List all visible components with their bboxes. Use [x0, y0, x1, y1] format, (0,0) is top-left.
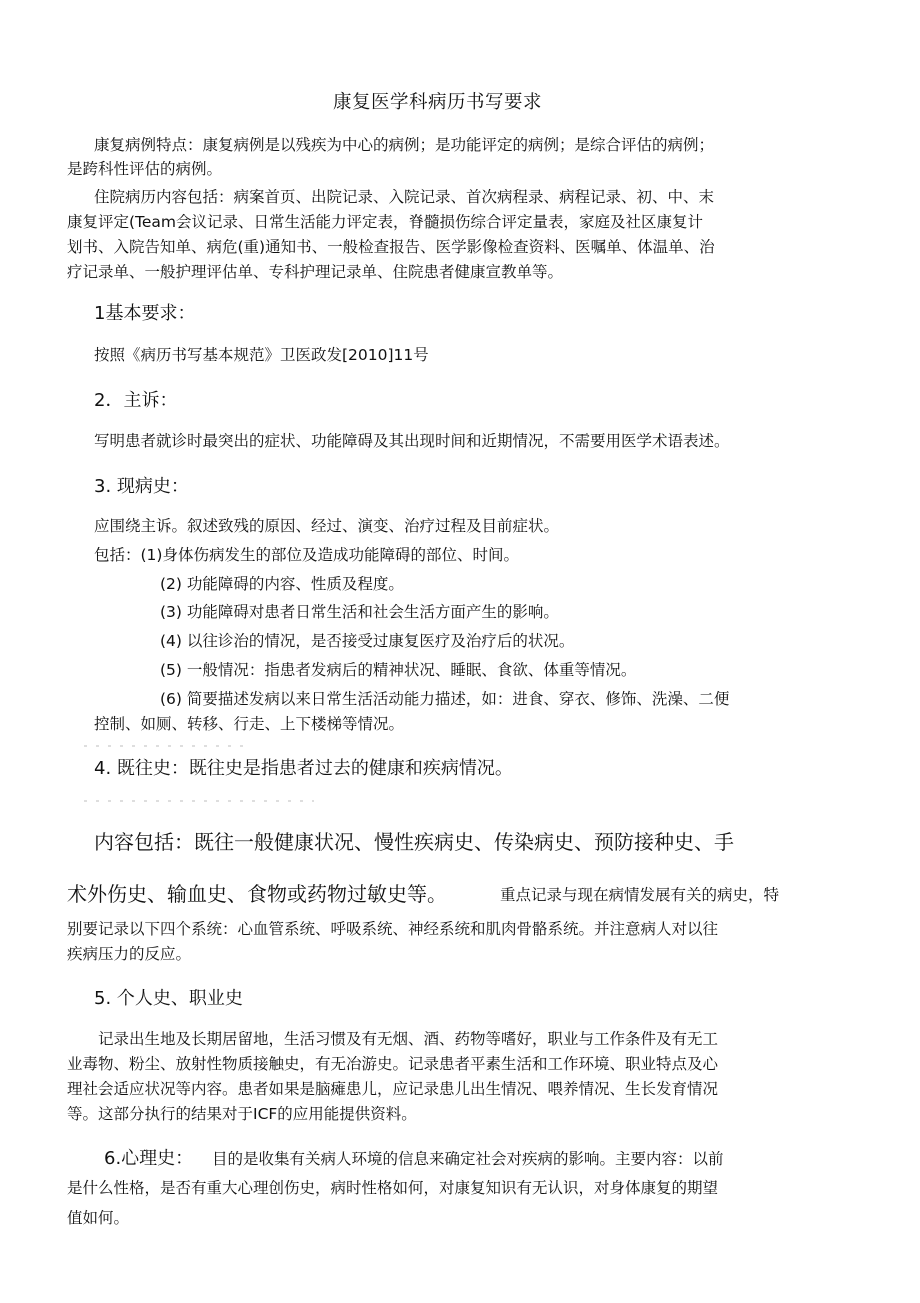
section-3-item: (2) 功能障碍的内容、性质及程度。	[160, 575, 404, 593]
section-6-heading: 6.心理史：	[104, 1148, 194, 1169]
section-3-item: 控制、如厕、转移、行走、上下楼梯等情况。	[94, 715, 405, 733]
section-5-heading: 5. 个人史、职业史	[94, 988, 243, 1009]
section-5-body: 记录出生地及长期居留地，生活习惯及有无烟、酒、药物等嗜好，职业与工作条件及有无工	[98, 1030, 719, 1048]
section-5-body: 理社会适应状况等内容。患者如果是脑瘫患儿，应记录患儿出生情况、喂养情况、生长发育情况	[67, 1080, 719, 1098]
intro-contents-line: 划书、入院告知单、病危(重)通知书、一般检查报告、医学影像检查资料、医嘱单、体温单、治	[67, 238, 715, 256]
section-4-content: 重点记录与现在病情发展有关的病史，特	[500, 886, 780, 904]
section-3-include: 包括：(1)身体伤病发生的部位及造成功能障碍的部位、时间。	[94, 546, 519, 564]
section-3-item: (3) 功能障碍对患者日常生活和社会生活方面产生的影响。	[160, 603, 559, 621]
section-4-content: 疾病压力的反应。	[67, 945, 192, 963]
section-2-heading: 2．主诉：	[94, 390, 178, 411]
section-3-item: (6) 简要描述发病以来日常生活活动能力描述，如：进食、穿衣、修饰、洗澡、二便	[160, 690, 730, 708]
section-6-body: 值如何。	[67, 1209, 130, 1227]
section-3-body: 应围绕主诉。叙述致残的原因、经过、演变、治疗过程及目前症状。	[94, 517, 560, 535]
section-4-content: 别要记录以下四个系统：心血管系统、呼吸系统、神经系统和肌肉骨骼系统。并注意病人对以往	[67, 920, 719, 938]
section-4-content: 术外伤史、输血史、食物或药物过敏史等。	[67, 882, 447, 906]
intro-contents-line: 康复评定(Team会议记录、日常生活能力评定表，脊髓损伤综合评定量表，家庭及社区康复计	[67, 213, 704, 231]
section-4-content: 内容包括：既往一般健康状况、慢性疾病史、传染病史、预防接种史、手	[94, 830, 734, 854]
scan-artifact	[84, 800, 314, 802]
scan-artifact	[84, 745, 244, 747]
section-3-item: (4) 以往诊治的情况，是否接受过康复医疗及治疗后的状况。	[160, 632, 575, 650]
section-3-heading: 3. 现病史：	[94, 476, 189, 497]
section-4-heading: 4. 既往史：既往史是指患者过去的健康和疾病情况。	[94, 758, 513, 779]
intro-contents-line: 住院病历内容包括：病案首页、出院记录、入院记录、首次病程录、病程记录、初、中、末	[94, 188, 715, 206]
section-2-body: 写明患者就诊时最突出的症状、功能障碍及其出现时间和近期情况，不需要用医学术语表述。	[94, 432, 730, 450]
section-6-body: 是什么性格，是否有重大心理创伤史，病时性格如何，对康复知识有无认识，对身体康复的期望	[67, 1179, 719, 1197]
section-1-body: 按照《病历书写基本规范》卫医政发[2010]11号	[94, 346, 429, 364]
page-title: 康复医学科病历书写要求	[333, 92, 543, 113]
intro-features-line: 康复病例特点：康复病例是以残疾为中心的病例；是功能评定的病例；是综合评估的病例；	[94, 136, 715, 154]
section-1-heading: 1基本要求：	[94, 303, 196, 324]
intro-contents-line: 疗记录单、一般护理评估单、专科护理记录单、住院患者健康宣教单等。	[67, 263, 564, 281]
section-3-item: (5) 一般情况：指患者发病后的精神状况、睡眠、食欲、体重等情况。	[160, 661, 637, 679]
section-5-body: 业毒物、粉尘、放射性物质接触史，有无冶游史。记录患者平素生活和工作环境、职业特点及心	[67, 1055, 719, 1073]
section-6-body: 目的是收集有关病人环境的信息来确定社会对疾病的影响。主要内容：以前	[212, 1150, 724, 1168]
section-5-body: 等。这部分执行的结果对于ICF的应用能提供资料。	[67, 1105, 417, 1123]
intro-features-line: 是跨科性评估的病例。	[67, 160, 223, 178]
